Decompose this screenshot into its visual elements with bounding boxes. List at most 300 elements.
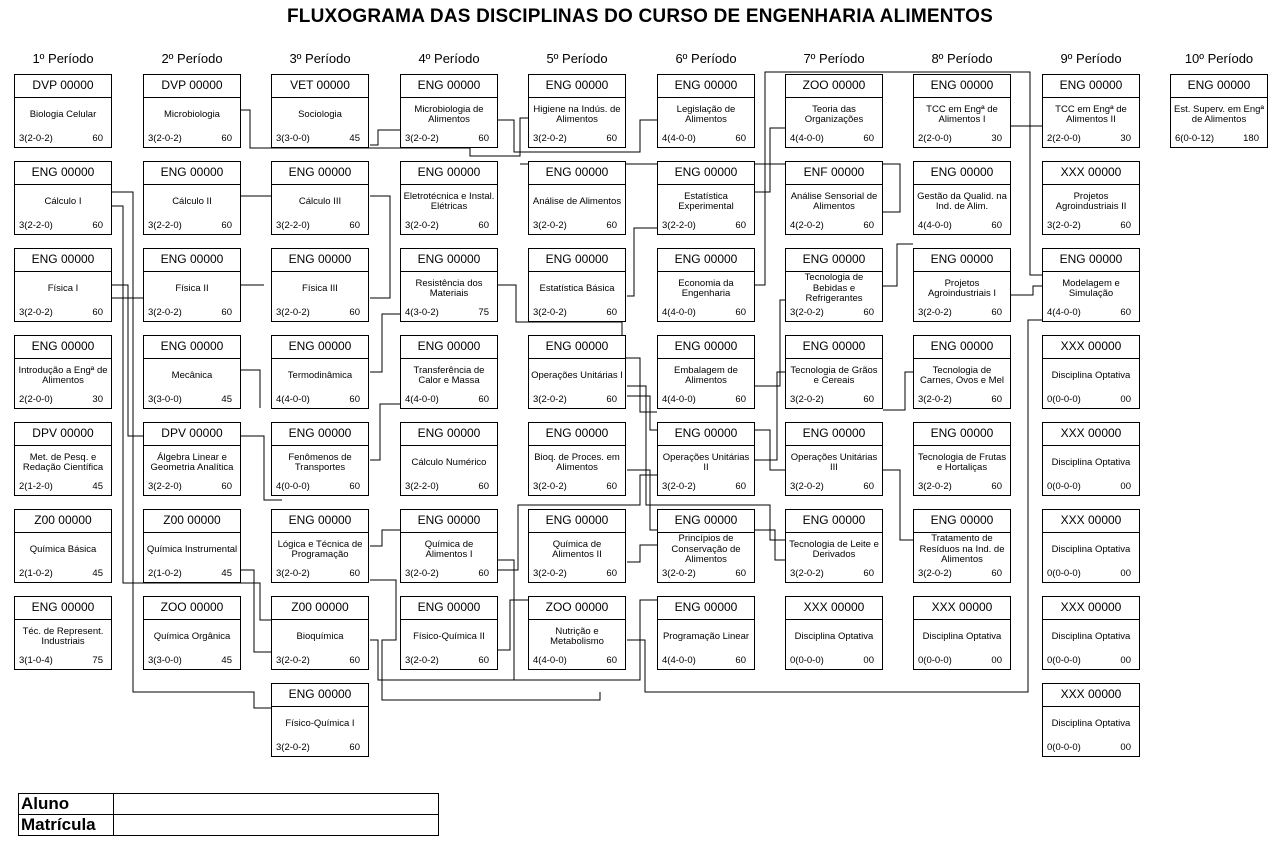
course-credits: 3(2-0-2) xyxy=(533,307,567,318)
course-box[interactable] xyxy=(528,509,626,583)
course-name: Tecnologia de Grãos e Cereais xyxy=(790,364,878,386)
course-box[interactable] xyxy=(1042,683,1140,757)
course-code: ENG 00000 xyxy=(658,249,754,272)
course-code: ENG 00000 xyxy=(15,249,111,272)
course-code: ENG 00000 xyxy=(401,423,497,446)
course-box[interactable] xyxy=(14,74,112,148)
course-name: Teoria das Organizações xyxy=(804,103,864,125)
course-code: ENG 00000 xyxy=(272,684,368,707)
course-box[interactable] xyxy=(913,422,1011,496)
course-hours: 30 xyxy=(92,394,103,405)
course-box[interactable] xyxy=(1042,161,1140,235)
course-box[interactable] xyxy=(785,74,883,148)
course-code: XXX 00000 xyxy=(1043,162,1139,185)
course-code: ENG 00000 xyxy=(1043,249,1139,272)
course-credits: 2(2-0-0) xyxy=(19,394,53,405)
course-name: Gestão da Qualid. na Ind. de Alim. xyxy=(917,190,1007,212)
course-name: Termodinâmica xyxy=(287,369,353,381)
course-hours: 60 xyxy=(991,568,1002,579)
period-header-1: 1º Período xyxy=(32,51,94,66)
course-box[interactable] xyxy=(1170,74,1268,148)
course-box[interactable] xyxy=(657,509,755,583)
course-box[interactable] xyxy=(143,509,241,583)
course-code: ENG 00000 xyxy=(401,510,497,533)
connector-line xyxy=(755,300,785,386)
connector-line xyxy=(370,530,400,546)
course-credits: 4(4-0-0) xyxy=(405,394,439,405)
course-credits: 0(0-0-0) xyxy=(1047,394,1081,405)
connector-line xyxy=(755,128,785,192)
course-box[interactable] xyxy=(14,248,112,322)
course-name: Física I xyxy=(47,282,79,294)
course-code: Z00 00000 xyxy=(144,510,240,533)
course-credits: 3(2-0-2) xyxy=(276,742,310,753)
course-credits: 3(2-2-0) xyxy=(662,220,696,231)
course-credits: 0(0-0-0) xyxy=(1047,568,1081,579)
course-credits: 3(1-0-4) xyxy=(19,655,53,666)
course-credits: 3(2-0-2) xyxy=(276,568,310,579)
course-credits: 4(4-0-0) xyxy=(662,394,696,405)
course-hours: 60 xyxy=(606,220,617,231)
course-box[interactable] xyxy=(400,74,498,148)
course-box[interactable] xyxy=(400,509,498,583)
course-code: ENG 00000 xyxy=(658,597,754,620)
course-box[interactable] xyxy=(785,248,883,322)
course-code: DVP 00000 xyxy=(144,75,240,98)
course-box[interactable] xyxy=(271,161,369,235)
course-credits: 3(2-0-2) xyxy=(790,568,824,579)
course-box[interactable] xyxy=(657,422,755,496)
connector-line xyxy=(241,570,271,652)
course-name: Bioquímica xyxy=(296,630,344,642)
connector-line xyxy=(370,196,390,298)
course-name: Princípios de Conservação de Alimentos xyxy=(671,533,741,566)
course-credits: 3(2-0-2) xyxy=(918,481,952,492)
course-box[interactable] xyxy=(14,596,112,670)
course-box[interactable] xyxy=(785,596,883,670)
course-code: ENG 00000 xyxy=(658,162,754,185)
course-credits: 3(2-0-2) xyxy=(148,133,182,144)
course-hours: 60 xyxy=(478,133,489,144)
course-code: ENG 00000 xyxy=(144,249,240,272)
course-hours: 60 xyxy=(735,133,746,144)
course-code: DVP 00000 xyxy=(15,75,111,98)
course-name: Met. de Pesq. e Redação Científica xyxy=(22,451,104,473)
course-hours: 30 xyxy=(991,133,1002,144)
course-hours: 60 xyxy=(606,133,617,144)
course-credits: 3(2-0-2) xyxy=(533,568,567,579)
course-name: Cálculo II xyxy=(172,195,212,207)
course-name: TCC em Engª de Alimentos I xyxy=(926,103,998,125)
course-hours: 60 xyxy=(349,481,360,492)
course-box[interactable] xyxy=(1042,248,1140,322)
course-credits: 0(0-0-0) xyxy=(1047,742,1081,753)
course-code: ENG 00000 xyxy=(401,597,497,620)
course-hours: 60 xyxy=(349,568,360,579)
course-box[interactable] xyxy=(913,509,1011,583)
course-hours: 60 xyxy=(863,568,874,579)
course-name: Sociologia xyxy=(298,108,342,120)
course-hours: 60 xyxy=(221,307,232,318)
course-name: Álgebra Linear e Geometria Analítica xyxy=(150,451,234,473)
course-name: Disciplina Optativa xyxy=(1051,630,1131,642)
course-credits: 4(3-0-2) xyxy=(405,307,439,318)
course-code: ENG 00000 xyxy=(914,249,1010,272)
student-name-row xyxy=(19,794,439,815)
connector-line xyxy=(370,404,400,460)
course-name: Resistência dos Materiais xyxy=(415,277,483,299)
course-name: Tecnologia de Frutas e Hortaliças xyxy=(917,451,1007,473)
course-box[interactable] xyxy=(271,74,369,148)
course-box[interactable] xyxy=(271,509,369,583)
course-box[interactable] xyxy=(1042,335,1140,409)
course-code: ENG 00000 xyxy=(914,510,1010,533)
course-code: ENG 00000 xyxy=(401,249,497,272)
course-name: Química de Alimentos II xyxy=(552,538,602,560)
course-name: Disciplina Optativa xyxy=(1051,543,1131,555)
course-credits: 3(2-0-2) xyxy=(148,307,182,318)
course-code: ENG 00000 xyxy=(529,510,625,533)
course-credits: 3(2-0-2) xyxy=(662,481,696,492)
course-box[interactable] xyxy=(143,161,241,235)
course-hours: 75 xyxy=(478,307,489,318)
course-box[interactable] xyxy=(528,74,626,148)
course-code: Z00 00000 xyxy=(15,510,111,533)
course-box[interactable] xyxy=(913,596,1011,670)
course-box[interactable] xyxy=(400,422,498,496)
course-box[interactable] xyxy=(528,161,626,235)
course-box[interactable] xyxy=(271,335,369,409)
course-code: ENG 00000 xyxy=(914,336,1010,359)
course-hours: 45 xyxy=(349,133,360,144)
course-hours: 60 xyxy=(478,220,489,231)
course-hours: 60 xyxy=(349,394,360,405)
course-box[interactable] xyxy=(657,161,755,235)
course-code: ENG 00000 xyxy=(144,336,240,359)
course-code: ENG 00000 xyxy=(914,162,1010,185)
course-box[interactable] xyxy=(271,248,369,322)
course-credits: 3(2-0-2) xyxy=(918,568,952,579)
course-hours: 60 xyxy=(863,481,874,492)
course-hours: 60 xyxy=(221,220,232,231)
course-box[interactable] xyxy=(1042,509,1140,583)
course-box[interactable] xyxy=(528,248,626,322)
course-box[interactable] xyxy=(143,422,241,496)
course-box[interactable] xyxy=(271,422,369,496)
connector-line xyxy=(1011,286,1042,295)
course-name: Tecnologia de Bebidas e Refrigerantes xyxy=(804,272,864,305)
course-hours: 00 xyxy=(1120,481,1131,492)
course-name: Química Instrumental xyxy=(146,543,238,555)
course-hours: 60 xyxy=(606,394,617,405)
course-hours: 60 xyxy=(735,655,746,666)
course-hours: 60 xyxy=(863,394,874,405)
course-code: XXX 00000 xyxy=(1043,510,1139,533)
course-box[interactable] xyxy=(400,161,498,235)
course-box[interactable] xyxy=(1042,596,1140,670)
period-header-2: 2º Período xyxy=(161,51,223,66)
course-code: ENG 00000 xyxy=(1171,75,1267,98)
course-box[interactable] xyxy=(14,335,112,409)
student-id-label: Matrícula xyxy=(19,815,114,836)
course-box[interactable] xyxy=(400,596,498,670)
course-credits: 3(2-0-2) xyxy=(662,568,696,579)
course-credits: 0(0-0-0) xyxy=(918,655,952,666)
course-code: ENF 00000 xyxy=(786,162,882,185)
course-credits: 3(2-0-2) xyxy=(790,394,824,405)
course-box[interactable] xyxy=(271,683,369,757)
course-name: Eletrotécnica e Instal. Elétricas xyxy=(403,190,495,212)
connector-line xyxy=(498,560,520,680)
course-box[interactable] xyxy=(400,248,498,322)
course-credits: 3(2-0-2) xyxy=(276,307,310,318)
course-name: Análise de Alimentos xyxy=(532,195,622,207)
course-box[interactable] xyxy=(528,596,626,670)
period-header-3: 3º Período xyxy=(289,51,351,66)
course-box[interactable] xyxy=(14,422,112,496)
course-credits: 3(2-0-2) xyxy=(533,481,567,492)
course-hours: 60 xyxy=(606,307,617,318)
course-name: Biologia Celular xyxy=(29,108,97,120)
course-box[interactable] xyxy=(913,335,1011,409)
course-hours: 180 xyxy=(1243,133,1259,144)
course-name: Química Básica xyxy=(29,543,97,555)
course-code: ENG 00000 xyxy=(658,423,754,446)
course-credits: 4(4-0-0) xyxy=(790,133,824,144)
course-credits: 2(1-2-0) xyxy=(19,481,53,492)
course-box[interactable] xyxy=(785,509,883,583)
connector-line xyxy=(883,372,913,410)
course-hours: 60 xyxy=(991,307,1002,318)
student-name-field[interactable] xyxy=(114,794,439,815)
period-header-10: 10º Período xyxy=(1184,51,1254,66)
course-hours: 00 xyxy=(1120,655,1131,666)
course-code: XXX 00000 xyxy=(786,597,882,620)
course-code: ENG 00000 xyxy=(786,336,882,359)
course-name: Modelagem e Simulação xyxy=(1062,277,1120,299)
course-box[interactable] xyxy=(14,161,112,235)
course-name: Física III xyxy=(302,282,338,294)
course-box[interactable] xyxy=(1042,422,1140,496)
course-box[interactable] xyxy=(528,422,626,496)
course-box[interactable] xyxy=(1042,74,1140,148)
course-name: Tecnologia de Leite e Derivados xyxy=(789,538,879,560)
course-hours: 60 xyxy=(349,307,360,318)
course-name: Operações Unitárias III xyxy=(790,451,878,473)
course-hours: 00 xyxy=(1120,742,1131,753)
course-name: Projetos Agroindustriais II xyxy=(1055,190,1127,212)
course-code: DPV 00000 xyxy=(15,423,111,446)
course-hours: 60 xyxy=(92,307,103,318)
course-name: Embalagem de Alimentos xyxy=(674,364,738,386)
course-code: ENG 00000 xyxy=(15,597,111,620)
course-hours: 60 xyxy=(478,481,489,492)
course-credits: 2(2-0-0) xyxy=(1047,133,1081,144)
course-name: Cálculo I xyxy=(44,195,82,207)
course-code: DPV 00000 xyxy=(144,423,240,446)
connector-line xyxy=(627,228,657,296)
course-box[interactable] xyxy=(143,74,241,148)
student-id-row xyxy=(19,815,439,836)
course-name: Programação Linear xyxy=(662,630,750,642)
course-credits: 3(2-0-2) xyxy=(405,133,439,144)
student-id-field[interactable] xyxy=(114,815,439,836)
course-credits: 3(2-0-2) xyxy=(533,133,567,144)
course-credits: 0(0-0-0) xyxy=(1047,655,1081,666)
course-box[interactable] xyxy=(785,335,883,409)
course-name: Análise Sensorial de Alimentos xyxy=(790,190,878,212)
course-box[interactable] xyxy=(143,248,241,322)
course-credits: 3(3-0-0) xyxy=(276,133,310,144)
course-name: Disciplina Optativa xyxy=(1051,717,1131,729)
course-credits: 4(4-0-0) xyxy=(662,307,696,318)
course-box[interactable] xyxy=(657,74,755,148)
course-credits: 4(4-0-0) xyxy=(918,220,952,231)
period-header-8: 8º Período xyxy=(931,51,993,66)
course-name: Estatística Experimental xyxy=(678,190,734,212)
course-hours: 60 xyxy=(221,133,232,144)
course-credits: 3(2-0-2) xyxy=(790,481,824,492)
course-name: Est. Superv. em Engª de Alimentos xyxy=(1174,103,1264,125)
course-hours: 45 xyxy=(92,568,103,579)
course-code: Z00 00000 xyxy=(272,597,368,620)
course-credits: 3(2-0-2) xyxy=(918,394,952,405)
course-name: Mecânica xyxy=(171,369,213,381)
course-hours: 30 xyxy=(1120,133,1131,144)
course-hours: 60 xyxy=(92,220,103,231)
course-name: Nutrição e Metabolismo xyxy=(550,625,604,647)
course-box[interactable] xyxy=(785,422,883,496)
course-box[interactable] xyxy=(528,335,626,409)
course-box[interactable] xyxy=(913,74,1011,148)
course-code: ENG 00000 xyxy=(272,510,368,533)
course-hours: 00 xyxy=(1120,568,1131,579)
page-title: FLUXOGRAMA DAS DISCIPLINAS DO CURSO DE ENGENHARIA ALIMENTOS xyxy=(286,6,994,27)
course-box[interactable] xyxy=(657,248,755,322)
course-name: Téc. de Represent. Industriais xyxy=(22,625,104,647)
course-code: ENG 00000 xyxy=(529,249,625,272)
course-name: Lógica e Técnica de Programação xyxy=(277,538,363,560)
course-box[interactable] xyxy=(657,596,755,670)
course-name: Disciplina Optativa xyxy=(794,630,874,642)
course-box[interactable] xyxy=(143,596,241,670)
course-code: ENG 00000 xyxy=(529,336,625,359)
course-name: Tratamento de Resíduos na Ind. de Alimentos xyxy=(919,533,1005,566)
course-code: XXX 00000 xyxy=(1043,336,1139,359)
course-credits: 3(2-0-2) xyxy=(790,307,824,318)
course-name: Projetos Agroindustriais I xyxy=(927,277,997,299)
course-name: Operações Unitárias I xyxy=(531,369,623,381)
course-code: ZOO 00000 xyxy=(786,75,882,98)
course-code: ENG 00000 xyxy=(401,162,497,185)
course-code: ZOO 00000 xyxy=(529,597,625,620)
course-hours: 60 xyxy=(1120,220,1131,231)
course-box[interactable] xyxy=(913,248,1011,322)
course-hours: 60 xyxy=(991,220,1002,231)
course-code: ENG 00000 xyxy=(272,249,368,272)
course-credits: 2(2-0-0) xyxy=(918,133,952,144)
course-box[interactable] xyxy=(785,161,883,235)
course-hours: 60 xyxy=(478,568,489,579)
course-box[interactable] xyxy=(14,509,112,583)
course-credits: 0(0-0-0) xyxy=(1047,481,1081,492)
course-credits: 6(0-0-12) xyxy=(1175,133,1215,144)
course-code: ZOO 00000 xyxy=(144,597,240,620)
course-hours: 45 xyxy=(221,568,232,579)
connector-line xyxy=(498,600,528,650)
course-code: ENG 00000 xyxy=(529,75,625,98)
course-code: ENG 00000 xyxy=(529,423,625,446)
course-credits: 3(2-2-0) xyxy=(148,220,182,231)
course-name: Disciplina Optativa xyxy=(1051,369,1131,381)
course-credits: 3(2-0-2) xyxy=(405,655,439,666)
course-credits: 3(2-0-2) xyxy=(533,220,567,231)
course-code: ENG 00000 xyxy=(272,336,368,359)
course-hours: 60 xyxy=(735,220,746,231)
course-credits: 4(0-0-0) xyxy=(276,481,310,492)
connector-line xyxy=(370,314,400,372)
period-header-6: 6º Período xyxy=(675,51,737,66)
course-credits: 4(4-0-0) xyxy=(1047,307,1081,318)
course-hours: 60 xyxy=(92,133,103,144)
course-credits: 3(2-0-2) xyxy=(19,133,53,144)
period-header-7: 7º Período xyxy=(803,51,865,66)
course-box[interactable] xyxy=(400,335,498,409)
course-credits: 2(1-0-2) xyxy=(148,568,182,579)
course-hours: 60 xyxy=(1120,307,1131,318)
course-code: ENG 00000 xyxy=(658,75,754,98)
course-hours: 00 xyxy=(1120,394,1131,405)
course-credits: 3(2-0-2) xyxy=(276,655,310,666)
course-box[interactable] xyxy=(913,161,1011,235)
course-name: Introdução a Engª de Alimentos xyxy=(18,364,108,386)
course-name: Disciplina Optativa xyxy=(922,630,1002,642)
course-credits: 4(4-0-0) xyxy=(662,655,696,666)
course-credits: 3(2-0-2) xyxy=(533,394,567,405)
course-hours: 60 xyxy=(991,394,1002,405)
course-box[interactable] xyxy=(271,596,369,670)
course-name: Operações Unitárias II xyxy=(662,451,750,473)
student-info-table xyxy=(18,793,439,836)
course-hours: 60 xyxy=(991,481,1002,492)
course-credits: 3(2-0-2) xyxy=(918,307,952,318)
course-name: Disciplina Optativa xyxy=(1051,456,1131,468)
course-name: Cálculo III xyxy=(298,195,342,207)
course-credits: 4(4-0-0) xyxy=(533,655,567,666)
course-credits: 3(2-0-2) xyxy=(405,568,439,579)
course-hours: 60 xyxy=(221,481,232,492)
course-name: Química de Alimentos I xyxy=(424,538,474,560)
course-credits: 3(2-2-0) xyxy=(276,220,310,231)
course-hours: 45 xyxy=(221,394,232,405)
course-hours: 75 xyxy=(92,655,103,666)
course-box[interactable] xyxy=(143,335,241,409)
course-hours: 60 xyxy=(735,394,746,405)
course-box[interactable] xyxy=(657,335,755,409)
course-code: XXX 00000 xyxy=(914,597,1010,620)
course-hours: 45 xyxy=(92,481,103,492)
course-code: XXX 00000 xyxy=(1043,423,1139,446)
course-hours: 60 xyxy=(863,307,874,318)
course-code: ENG 00000 xyxy=(401,75,497,98)
course-credits: 3(2-2-0) xyxy=(405,481,439,492)
course-hours: 60 xyxy=(349,742,360,753)
course-credits: 3(3-0-0) xyxy=(148,655,182,666)
course-credits: 3(2-2-0) xyxy=(148,481,182,492)
course-code: XXX 00000 xyxy=(1043,684,1139,707)
course-name: Química Orgânica xyxy=(153,630,231,642)
course-hours: 60 xyxy=(349,655,360,666)
